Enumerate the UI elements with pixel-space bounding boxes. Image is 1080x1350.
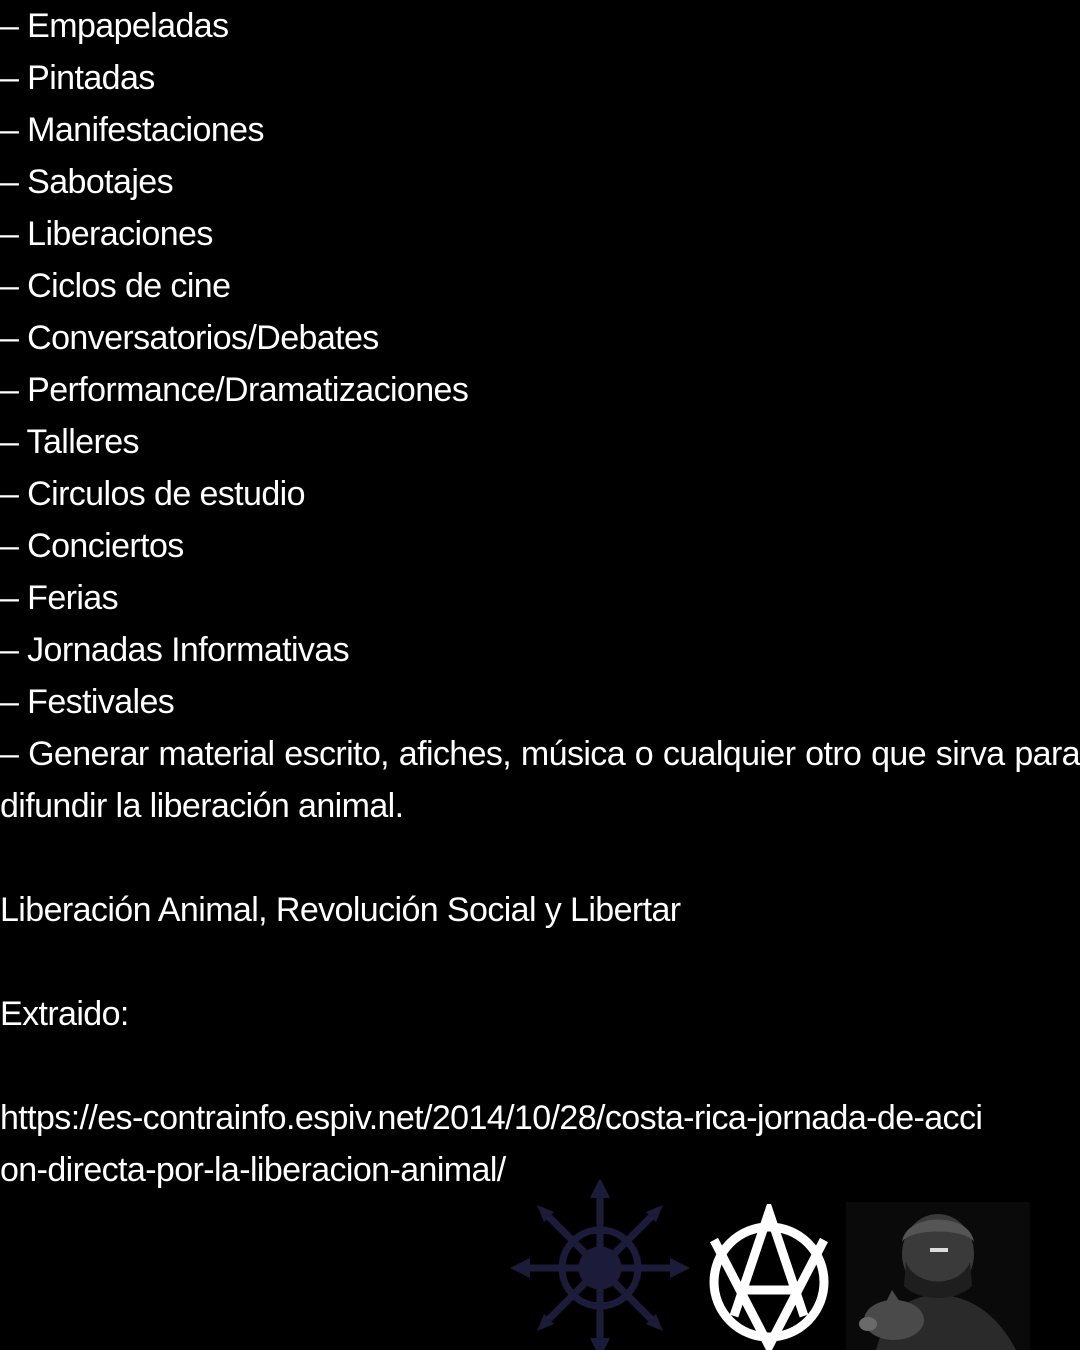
list-item: – Circulos de estudio	[0, 475, 305, 513]
spacer	[0, 832, 1080, 884]
list-item: – Ciclos de cine	[0, 267, 231, 305]
list-item: – Ferias	[0, 579, 119, 617]
spacer	[0, 936, 1080, 988]
list-item: – Empapeladas	[0, 7, 229, 45]
material-paragraph: – Generar material escrito, afiches, música o cualquier otro que sirva para difundir la liberación animal.	[0, 735, 1080, 825]
list-item: – Liberaciones	[0, 215, 213, 253]
list-item: – Talleres	[0, 423, 139, 461]
list-item: – Performance/Dramatizaciones	[0, 371, 469, 409]
source-link[interactable]: https://es-contrainfo.espiv.net/2014/10/28/costa-rica-jornada-de-accion-directa-por-la-liberacion-animal/	[0, 1099, 983, 1189]
list-item: – Conciertos	[0, 527, 184, 565]
list-item: – Jornadas Informativas	[0, 631, 350, 669]
source-label: Extraido:	[0, 995, 129, 1033]
list-item: – Conversatorios/Debates	[0, 319, 379, 357]
spacer	[0, 1040, 1080, 1092]
symbols-footer	[500, 1180, 1080, 1350]
list-item: – Festivales	[0, 683, 175, 721]
list-item: – Manifestaciones	[0, 111, 264, 149]
slogan: Liberación Animal, Revolución Social y Libertar	[0, 891, 681, 929]
anarcho-vegan-symbol-icon	[706, 1204, 832, 1350]
chaos-star-icon	[508, 1180, 692, 1350]
list-item: – Sabotajes	[0, 163, 173, 201]
masked-person-with-pig-image	[846, 1202, 1030, 1350]
list-item: – Pintadas	[0, 59, 155, 97]
